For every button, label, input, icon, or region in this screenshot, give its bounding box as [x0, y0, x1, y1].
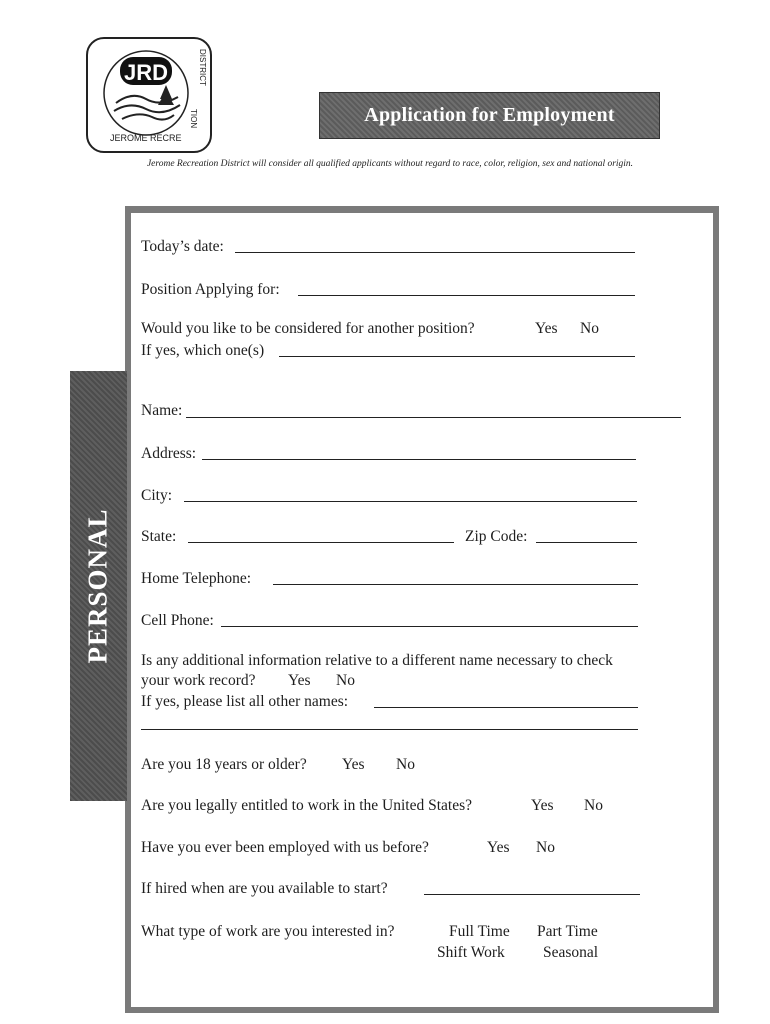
- entitled-no[interactable]: No: [584, 797, 603, 814]
- logo-emblem: [88, 39, 210, 151]
- age-yes[interactable]: Yes: [342, 756, 365, 773]
- title-banner: [319, 92, 660, 139]
- work-type-question: What type of work are you interested in?: [141, 923, 395, 940]
- employed-yes[interactable]: Yes: [487, 839, 510, 856]
- home-phone-label: Home Telephone:: [141, 570, 252, 587]
- another-position-no[interactable]: No: [580, 320, 599, 337]
- cell-phone-field[interactable]: [221, 626, 638, 627]
- logo-bottom-text: JEROME RECRE: [110, 133, 182, 143]
- logo-initials: JRD: [123, 60, 169, 85]
- logo-side-text: DISTRICT: [198, 49, 207, 86]
- another-position-yes[interactable]: Yes: [535, 320, 558, 337]
- address-label: Address:: [141, 445, 197, 462]
- work-part-time[interactable]: Part Time: [537, 923, 598, 940]
- position-label: Position Applying for:: [141, 281, 280, 298]
- age-question: Are you 18 years or older?: [141, 756, 307, 773]
- work-shift[interactable]: Shift Work: [437, 944, 505, 961]
- other-names-field[interactable]: [374, 707, 638, 708]
- employed-no[interactable]: No: [536, 839, 555, 856]
- start-question: If hired when are you available to start?: [141, 880, 388, 897]
- entitled-yes[interactable]: Yes: [531, 797, 554, 814]
- cell-phone-label: Cell Phone:: [141, 612, 214, 629]
- jrd-logo: [86, 37, 212, 153]
- section-tab-label: PERSONAL: [82, 508, 113, 664]
- additional-info-no[interactable]: No: [336, 672, 355, 689]
- additional-info-question-2: your work record?: [141, 672, 256, 689]
- logo-side-text-2: TION: [189, 109, 198, 129]
- city-label: City:: [141, 487, 173, 504]
- another-position-question: Would you like to be considered for another position?: [141, 320, 475, 337]
- start-field[interactable]: [424, 894, 640, 895]
- todays-date-field[interactable]: [235, 252, 635, 253]
- position-field[interactable]: [298, 295, 635, 296]
- todays-date-label: Today’s date:: [141, 238, 224, 255]
- home-phone-field[interactable]: [273, 584, 638, 585]
- additional-info-question: Is any additional information relative to a different name necessary to check: [141, 652, 613, 669]
- zip-label: Zip Code:: [465, 528, 528, 545]
- additional-info-yes[interactable]: Yes: [288, 672, 311, 689]
- other-names-field-2[interactable]: [141, 729, 638, 730]
- state-label: State:: [141, 528, 177, 545]
- disclaimer-text: Jerome Recreation District will consider all qualified applicants without regard to race, color, religion, sex and national origin.: [146, 159, 634, 169]
- name-label: Name:: [141, 402, 183, 419]
- state-field[interactable]: [188, 542, 454, 543]
- age-no[interactable]: No: [396, 756, 415, 773]
- entitled-question: Are you legally entitled to work in the United States?: [141, 797, 473, 814]
- which-ones-field[interactable]: [279, 356, 635, 357]
- work-seasonal[interactable]: Seasonal: [543, 944, 599, 961]
- city-field[interactable]: [184, 501, 637, 502]
- page-title: Application for Employment: [364, 104, 615, 126]
- other-names-label: If yes, please list all other names:: [141, 693, 349, 710]
- address-field[interactable]: [202, 459, 636, 460]
- which-ones-label: If yes, which one(s): [141, 342, 265, 359]
- zip-field[interactable]: [536, 542, 637, 543]
- work-full-time[interactable]: Full Time: [449, 923, 510, 940]
- employed-question: Have you ever been employed with us before?: [141, 839, 429, 856]
- name-field[interactable]: [186, 417, 681, 418]
